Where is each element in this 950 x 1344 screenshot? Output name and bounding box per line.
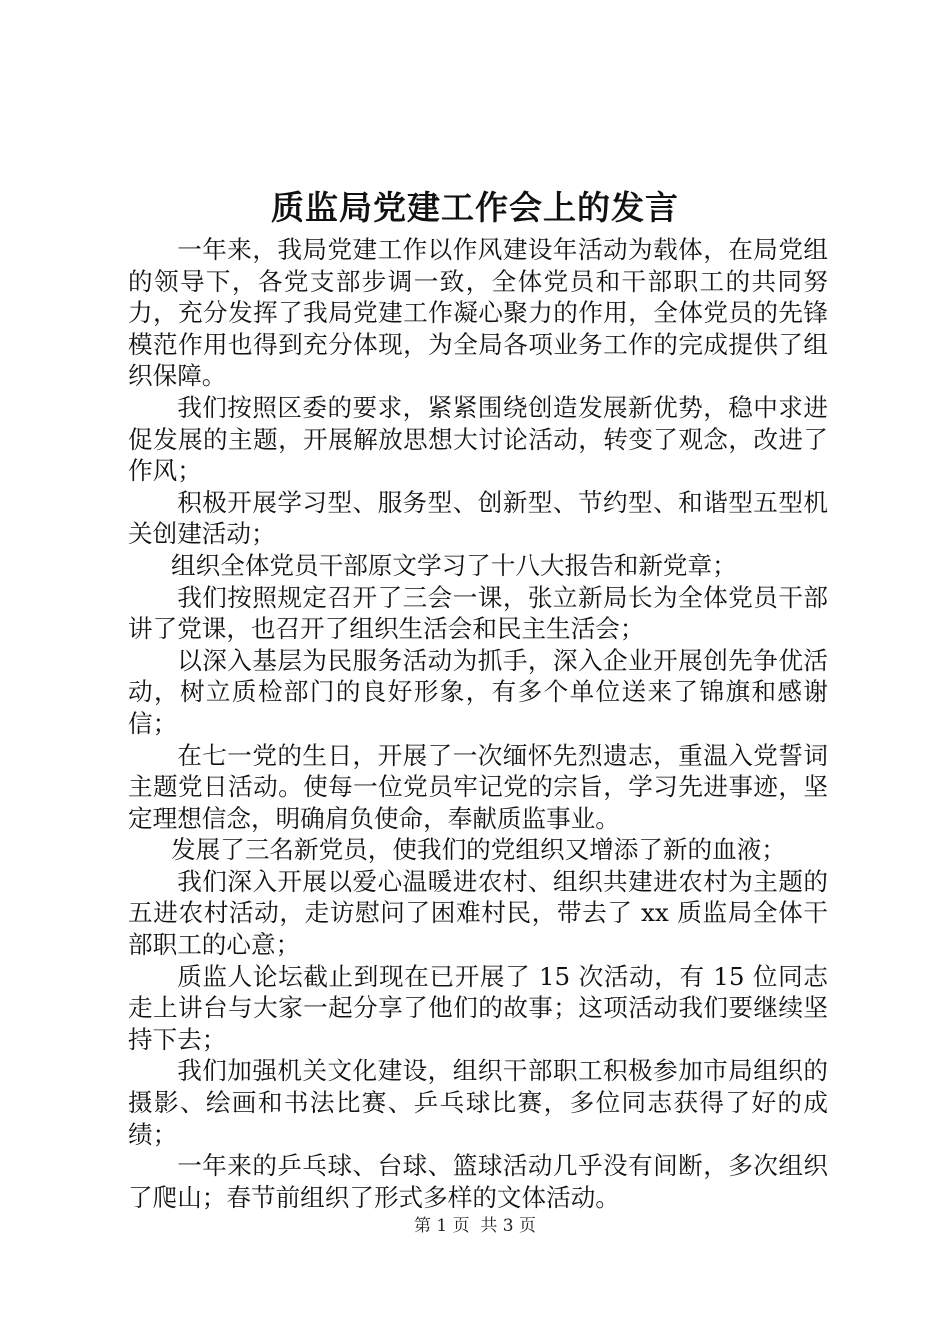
page-number: 第 1 页 — [413, 1216, 470, 1236]
page-total: 共 3 页 — [480, 1216, 537, 1236]
paragraph: 组织全体党员干部原文学习了十八大报告和新党章； — [171, 550, 737, 580]
paragraph: 一年来，我局党建工作以作风建设年活动为载体，在局党组的领导下，各党支部步调一致，全体党员和干部职工的共同努力，充分发挥了我局党建工作凝心聚力的作用，全体党员的先锋模范作用也得到充分体现，为全局各项业务工作的完成提供了组织保障。 — [128, 235, 828, 391]
document-body — [128, 234, 828, 1213]
paragraph: 以深入基层为民服务活动为抓手，深入企业开展创先争优活动，树立质检部门的良好形象，有多个单位送来了锦旗和感谢信； — [128, 645, 828, 738]
paragraph: 我们加强机关文化建设，组织干部职工积极参加市局组织的摄影、绘画和书法比赛、乒乓球比赛，多位同志获得了好的成绩； — [128, 1056, 828, 1149]
paragraph: 质监人论坛截止到现在已开展了 15 次活动，有 15 位同志走上讲台与大家一起分享了他们的故事；这项活动我们要继续坚持下去； — [128, 961, 828, 1054]
paragraph: 我们深入开展以爱心温暖进农村、组织共建进农村为主题的五进农村活动，走访慰问了困难村民，带去了 xx 质监局全体干部职工的心意； — [128, 866, 828, 960]
paragraph: 积极开展学习型、服务型、创新型、节约型、和谐型五型机关创建活动； — [128, 487, 828, 549]
document-title: 质监局党建工作会上的发言 — [271, 188, 679, 227]
page-footer — [0, 1214, 950, 1238]
paragraph: 在七一党的生日，开展了一次缅怀先烈遗志，重温入党誓词主题党日活动。使每一位党员牢记党的宗旨，学习先进事迹，坚定理想信念，明确肩负使命，奉献质监事业。 — [128, 740, 828, 833]
paragraph: 我们按照规定召开了三会一课，张立新局长为全体党员干部讲了党课，也召开了组织生活会和民主生活会； — [128, 582, 828, 644]
paragraph: 发展了三名新党员，使我们的党组织又增添了新的血液； — [171, 835, 786, 865]
paragraph: 一年来的乒乓球、台球、篮球活动几乎没有间断，多次组织了爬山；春节前组织了形式多样的文体活动。 — [128, 1151, 828, 1212]
paragraph: 我们按照区委的要求，紧紧围绕创造发展新优势，稳中求进促发展的主题，开展解放思想大讨论活动，转变了观念，改进了作风； — [128, 392, 828, 486]
